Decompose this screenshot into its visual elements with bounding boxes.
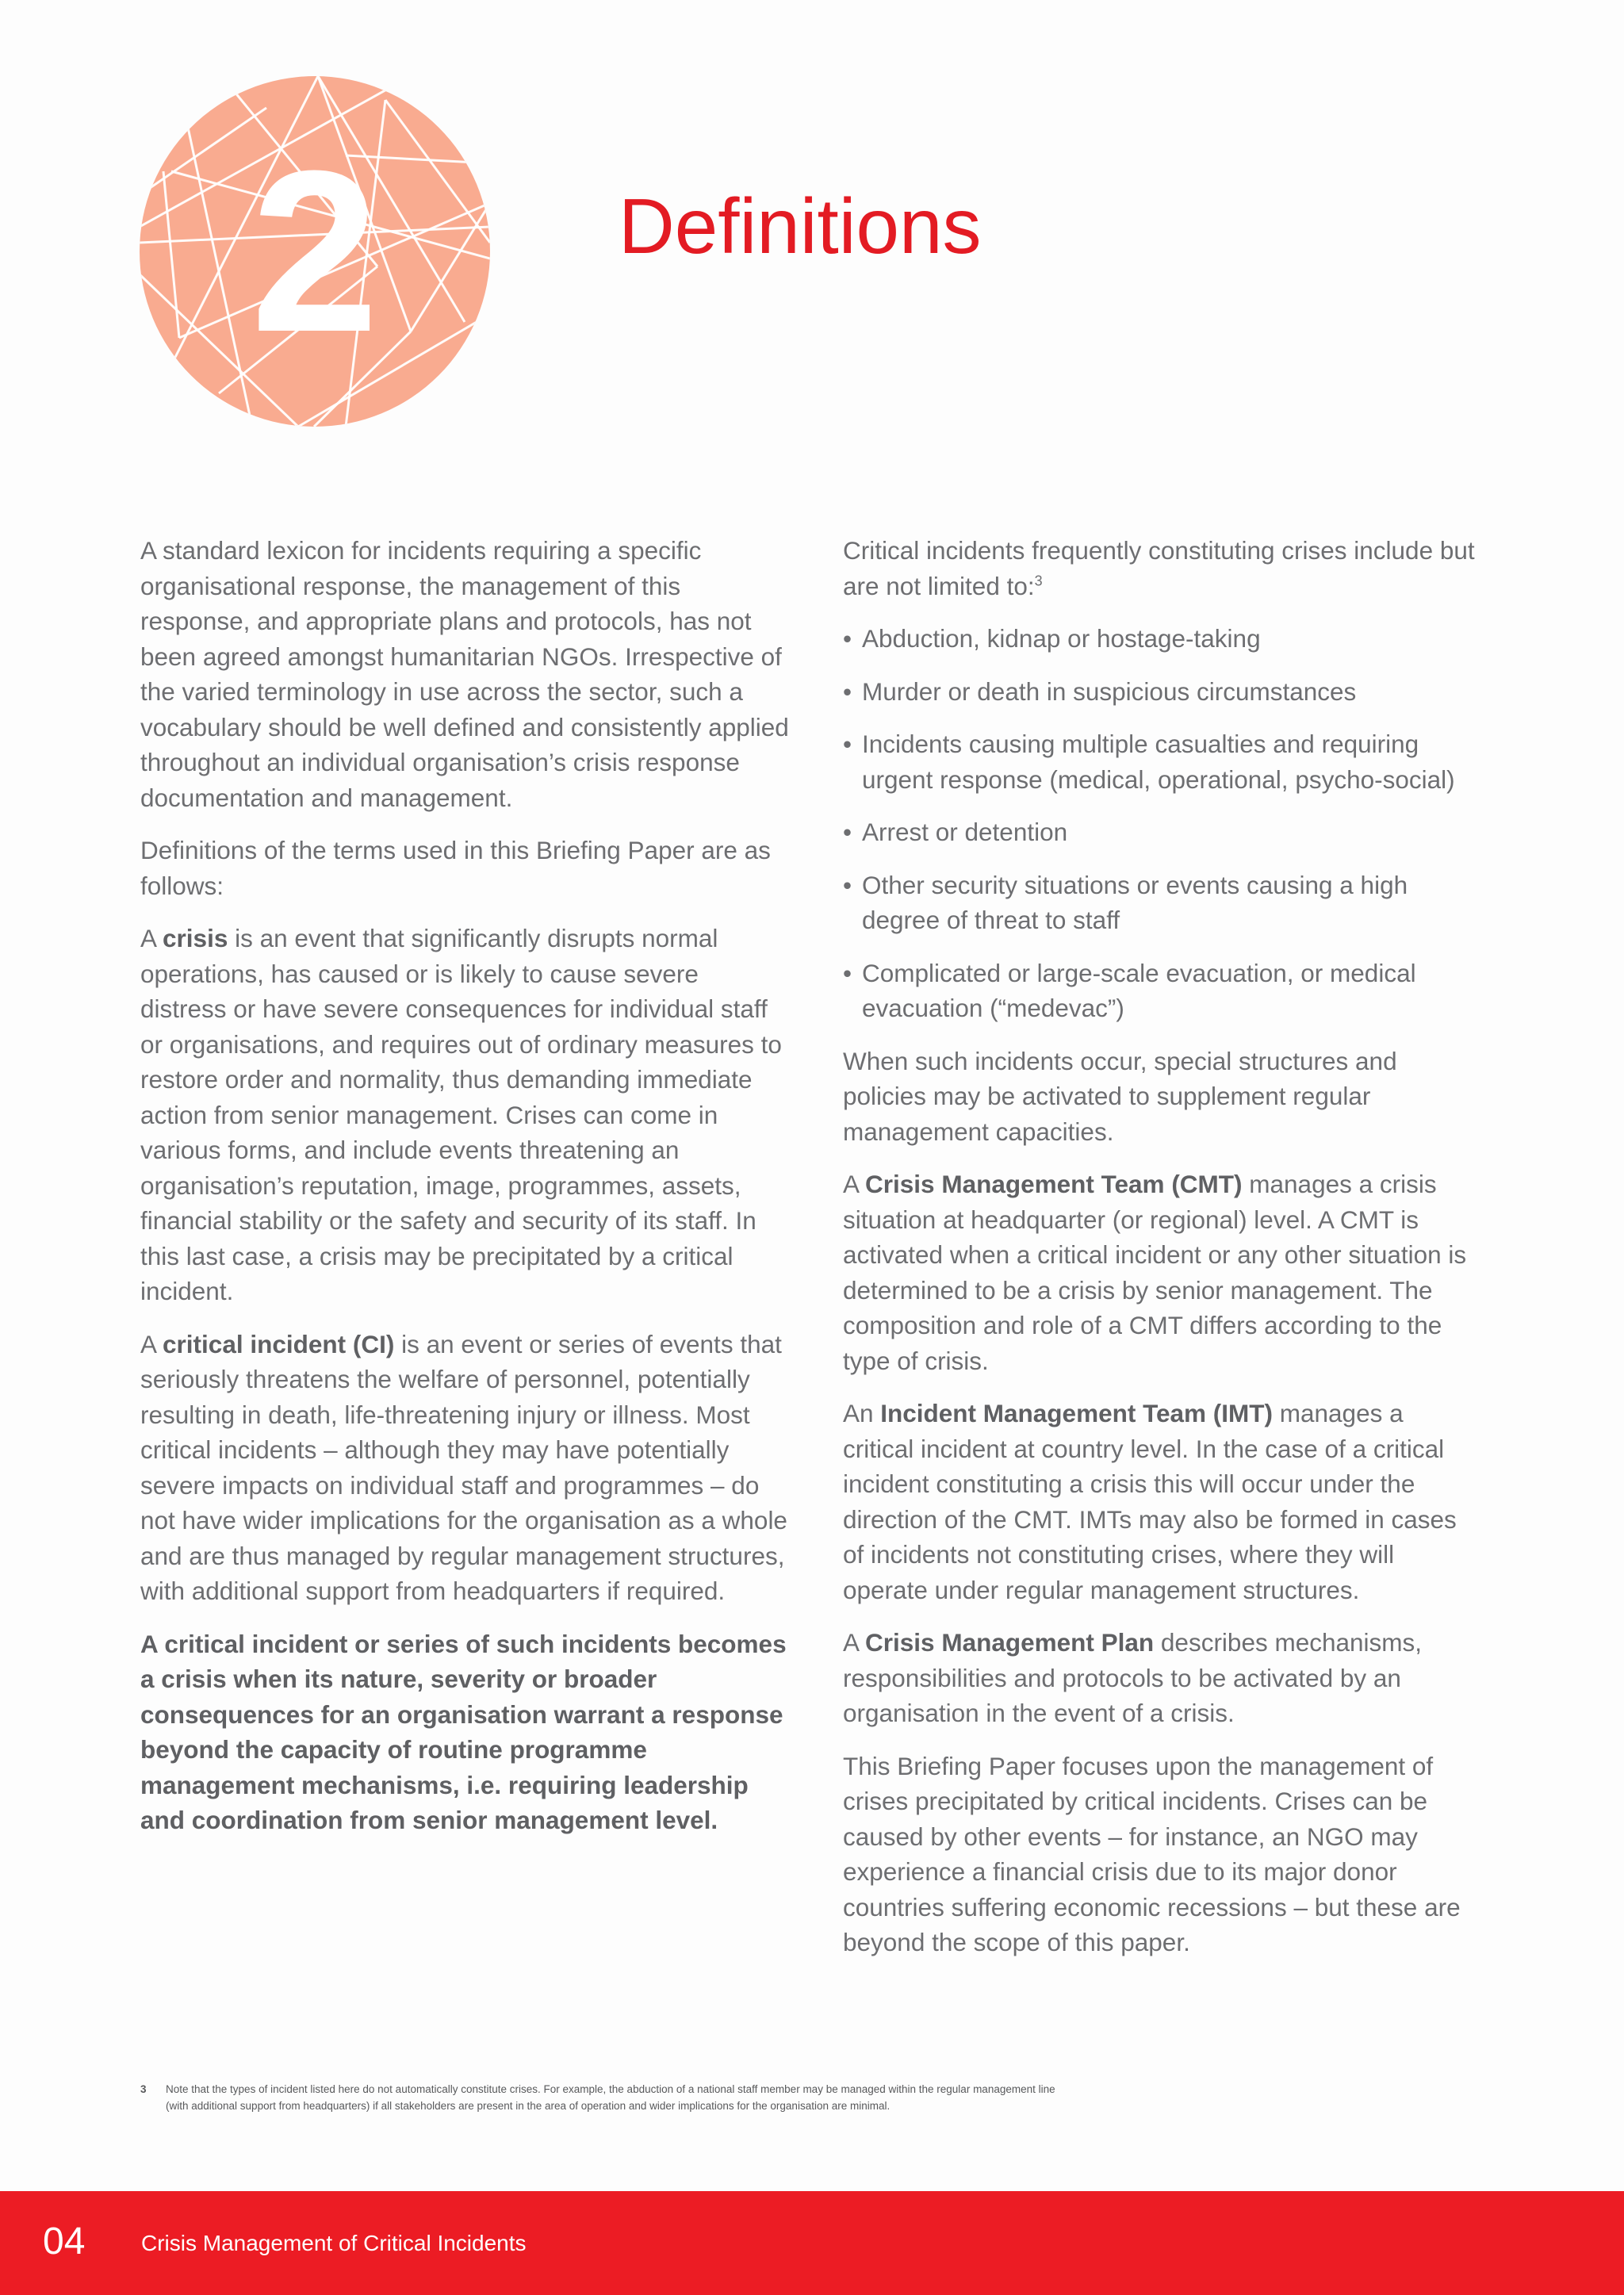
scope-paragraph: This Briefing Paper focuses upon the management of crises precipitated by critical incidents. Crises can be caused by other events – for instance, an NGO may experience a financial crisis due to its major donor countries suffering economic recessions – but these are beyond the scope of this paper.: [843, 1751, 1461, 1956]
term-crisis: crisis: [163, 924, 228, 952]
right-column: [843, 533, 1477, 1978]
footnote: [140, 2081, 1060, 2114]
incident-types-list: [843, 621, 1477, 1026]
footnote-number: 3: [140, 2083, 147, 2095]
footer-bar: [0, 2191, 1624, 2295]
list-item: • Murder or death in suspicious circumstances: [843, 674, 1477, 710]
term-critical-incident: critical incident (CI): [163, 1329, 395, 1358]
footer-title: Crisis Management of Critical Incidents: [141, 2231, 527, 2255]
critical-incidents-intro: Critical incidents frequently constituting crises include but are not limited to:$^3$: [843, 536, 1475, 600]
list-item: • Complicated or large-scale evacuation, or medical evacuation (“medevac”): [843, 956, 1477, 1026]
footnote-text: Note that the types of incident listed here do not automatically constitute crises. For example, the abduction of a national staff member may be managed within the regular management line (with additional support from headquarters) if all stakeholders are present in the area of operation and wider implications for the organisation are minimal.: [166, 2083, 1055, 2112]
intro-paragraph: A standard lexicon for incidents requiring a specific organisational response, the management of this response, and appropriate plans and protocols, has not been agreed amongst humanitarian NGOs. Irrespective of the varied terminology in use across the sector, such a vocabulary should be well defined and consistently applied throughout an individual organisation’s crisis response documentation and management.: [140, 536, 789, 812]
chapter-number: 2: [251, 123, 379, 380]
term-imt: Incident Management Team (IMT): [880, 1399, 1273, 1427]
footnote-ref[interactable]: 3: [1034, 573, 1043, 588]
special-structures-paragraph: When such incidents occur, special structures and policies may be activated to supplement regular management capacities.: [843, 1046, 1397, 1146]
list-item: • Arrest or detention: [843, 814, 1477, 850]
cmt-definition: A Crisis Management Team (CMT) manages a crisis situation at headquarter (or regional) level. A CMT is activated when a critical incident or any other situation is determined to be a crisis by senior management. The composition and role of a CMT differs according to the type of crisis.: [843, 1170, 1467, 1375]
term-cmt: Crisis Management Team (CMT): [865, 1170, 1243, 1198]
cmp-definition: A Crisis Management Plan describes mechanisms, responsibilities and protocols to be activated by an organisation in the event of a crisis.: [843, 1628, 1423, 1727]
list-item: • Abduction, kidnap or hostage-taking: [843, 621, 1477, 657]
list-item: • Other security situations or events causing a high degree of threat to staff: [843, 868, 1477, 938]
page-title: Definitions: [619, 182, 982, 270]
definitions-intro: Definitions of the terms used in this Briefing Paper are as follows:: [140, 836, 771, 900]
critical-incident-definition: A critical incident (CI) is an event or series of events that seriously threatens the welfare of personnel, potentially resulting in death, life-threatening injury or illness. Most critical incidents – although they may have potentially severe impacts on individual staff and programmes – do not have wider implications for the organisation as a whole and are thus managed by regular management structures, with additional support from headquarters if required.: [140, 1329, 787, 1605]
term-cmp: Crisis Management Plan: [865, 1628, 1155, 1657]
left-column: [140, 533, 791, 1856]
imt-definition: An Incident Management Team (IMT) manages a critical incident at country level. In the case of a critical incident constituting a crisis this will occur under the direction of the CMT. IMTs may also be formed in cases of incidents not constituting crises, where they will operate under regular management structures.: [843, 1399, 1457, 1604]
crisis-threshold-statement: A critical incident or series of such incidents becomes a crisis when its nature, severity or broader consequences for an organisation warrant a response beyond the capacity of routine programme management mechanisms, i.e. requiring leadership and coordination from senior management level.: [140, 1629, 787, 1834]
list-item: • Incidents causing multiple casualties and requiring urgent response (medical, operational, psycho-social): [843, 726, 1477, 797]
page-number: 04: [43, 2220, 86, 2262]
crisis-definition: A crisis is an event that significantly disrupts normal operations, has caused or is likely to cause severe distress or have severe consequences for individual staff or organisations, and requires out of ordinary measures to restore order and normality, thus demanding immediate action from senior management. Crises can come in various forms, and include events threatening an organisation’s reputation, image, programmes, assets, financial stability or the safety and security of its staff. In this last case, a crisis may be precipitated by a critical incident.: [140, 924, 782, 1305]
